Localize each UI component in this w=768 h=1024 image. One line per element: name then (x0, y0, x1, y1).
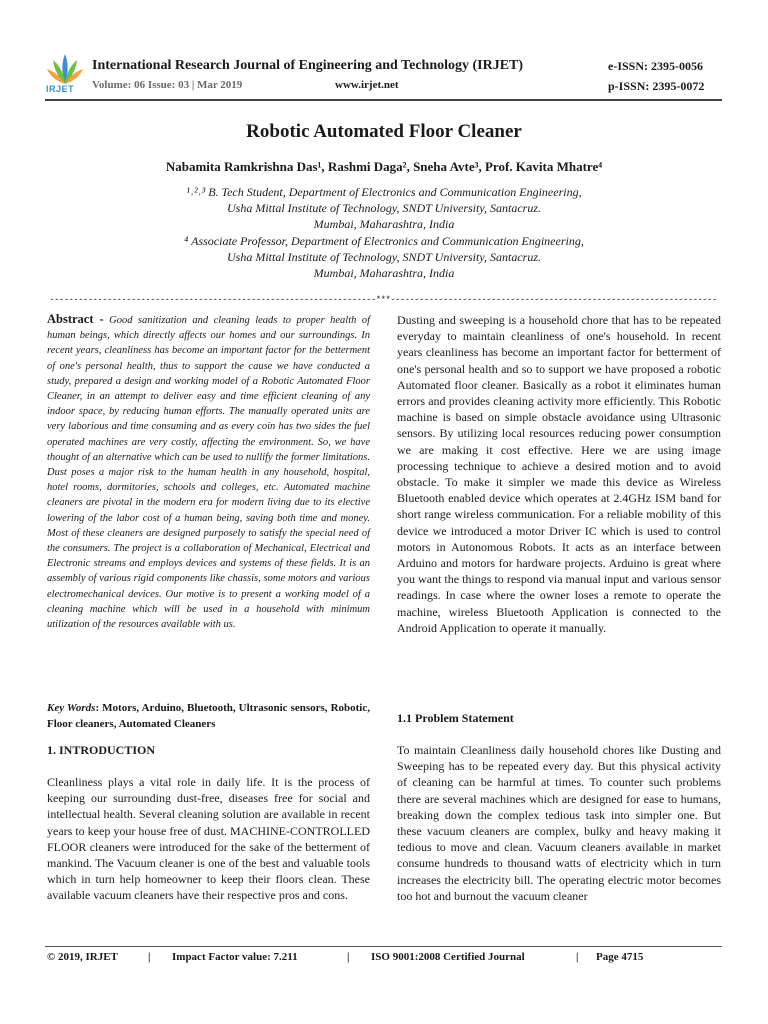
logo-text: IRJET (46, 84, 75, 94)
keywords (47, 700, 370, 732)
abstract-label: Abstract - (47, 312, 104, 326)
footer-separator: | (148, 951, 151, 963)
abstract-text: Good sanitization and cleaning leads to proper health of human beings, which directly affects our homes and our surroundings. In recent years, cleanliness has become an important factor for the betterment of one's personal health, thus to support the cause we have conducted a study, prepared a design and working model of a Robotic Automated Floor Cleaner, in an attempt to deliver easy and time efficient cleaning of any indoor space, by reducing human efforts. The manually operated units are very laborious and time consuming and as every coin has two sides the fuel operated machines are very costly, affecting the environment. So, we have thought of an alternative which can be used to nullify the former limitations. Dust poses a major risk to the human health in any household, hospital, hotel rooms, dormitories, schools and colleges, etc. Automated machine cleaners are pivotal in the modern era for modern living due to its elective lowering of the labor cost of a human being, saving both time and money. Most of these cleaners are designed purposely to satisfy the special need of the consumers. The project is a collaboration of Mechanical, Electrical and Electronic streams and employs devices and systems of these fields. It is an assembly of various rigid components like chassis, some motors and various electromechanical devices. Our motive is to present a working model of a cleaning machine which will be used in a household with minimum utilization of the resources available with us. (47, 315, 370, 631)
introduction-body (47, 774, 370, 904)
problem-statement-text: To maintain Cleanliness daily household chores like Dusting and Sweeping has to be repeated every day. But this physical activity of cleaning can be harmful at times. To counter such problems there are several machines which are designed for ease to humans, breaking down the complex tedious task into simpler one. But these vacuum cleaners are complex, bulky and heavy making it tedious to move and clean. Vacuum cleaners available in market consume hundreds to thousand watts of electricity which in turn increases the electricity bill. The operating electric motor becomes too hot and burnout the vacuum cleaner (397, 743, 721, 903)
volume-info: Volume: 06 Issue: 03 | Mar 2019 (92, 79, 243, 91)
author-list: Nabamita Ramkrishna Das¹, Rashmi Daga², Sneha Avte³, Prof. Kavita Mhatre⁴ (165, 159, 603, 174)
affiliation-line: Usha Mittal Institute of Technology, SNDT University, Santacruz. (226, 201, 541, 215)
affiliation-line: Usha Mittal Institute of Technology, SNDT University, Santacruz. (226, 250, 541, 264)
introduction-continued (397, 312, 721, 636)
section-separator: --------------------------------------------------------------------***-------------------------------------------------------------------- (49, 295, 717, 305)
footer-separator: | (576, 951, 579, 963)
introduction-text: Cleanliness plays a vital role in daily life. It is the process of keeping our surrounding dust-free, diseases free for social and intellectual health. Several cleaning solution are available in recent years to keep your house free of dust. MACHINE-CONTROLLED FLOOR cleaners were introduced for the sake of the betterment of mankind. The Vacuum cleaner is one of the best and valuable tools which in turn help homeowner to keep their floors clean. These available vacuum cleaners have their respective pros and cons. (47, 775, 370, 903)
keywords-text: : Motors, Arduino, Bluetooth, Ultrasonic sensors, Robotic, Floor cleaners, Automated Cleaners (47, 702, 370, 730)
introduction-heading: 1. INTRODUCTION (47, 743, 156, 757)
journal-title: International Research Journal of Engineering and Technology (IRJET) (92, 58, 524, 73)
p-issn: p-ISSN: 2395-0072 (608, 79, 705, 93)
affiliation-line: ¹˒²˒³ B. Tech Student, Department of Electronics and Communication Engineering, (186, 185, 582, 199)
footer-divider (45, 946, 722, 947)
footer-iso: ISO 9001:2008 Certified Journal (371, 951, 525, 963)
paper-title: Robotic Automated Floor Cleaner (246, 121, 522, 142)
footer-copyright: © 2019, IRJET (47, 951, 118, 963)
e-issn: e-ISSN: 2395-0056 (608, 59, 703, 73)
header-divider (45, 99, 722, 101)
footer-page-number: Page 4715 (596, 951, 644, 963)
problem-statement-body (397, 742, 721, 904)
footer-separator: | (347, 951, 350, 963)
affiliation-line: Mumbai, Maharashtra, India (313, 266, 455, 280)
affiliation-line: Mumbai, Maharashtra, India (313, 217, 455, 231)
footer-impact-factor: Impact Factor value: 7.211 (172, 951, 298, 963)
introduction-continued-text: Dusting and sweeping is a household chore that has to be repeated everyday to maintain cleanliness of one's household. In recent years cleanliness has become an important factor for betterment of one's personal health and so to support we have proposed a robotic Automated floor cleaner. Basically as a robot it eliminates human errors and provides cleaning activity more efficiently. This Robotic machine is based on simple obstacle avoidance using Ultrasonic sensors. By utilizing local resources reducing power consumption we are making it cost effective. Here we are using image processing technique to achieve a desired motion and to avoid obstacle. To make it simpler we made this device as Wireless Bluetooth enabled device which operates at 2.4GHz ISM band for short range wireless communication. For a reliable mobility of this device we introduced a motor Driver IC which is used to control motors in Autonomous Robots. It acts as an interface between Arduino and motors for hardware projects. Arduino is great where you want the things to respond via manual input and various sensor readings. In case where the owner loses a remote to operate the machine, wireless Bluetooth Application is connected to the Android Application to operate it manually. (397, 313, 721, 635)
keywords-label: Key Words (47, 702, 96, 714)
problem-statement-heading: 1.1 Problem Statement (397, 711, 514, 725)
website-link[interactable]: www.irjet.net (335, 79, 399, 91)
abstract (47, 312, 370, 632)
affiliation-line: ⁴ Associate Professor, Department of Electronics and Communication Engineering, (184, 234, 584, 248)
